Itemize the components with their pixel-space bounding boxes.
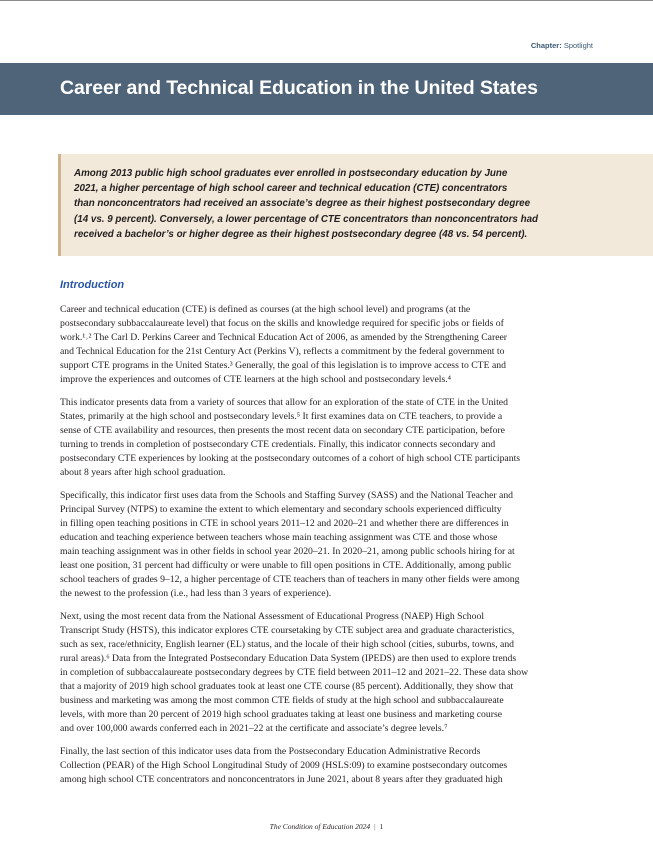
page-number: 1 — [379, 822, 384, 831]
text-line: and Technical Education for the 21st Century Act (Perkins V), reflects a commitment by the federal government to — [60, 345, 505, 357]
page-title: Career and Technical Education in the United States — [60, 77, 538, 99]
text-line: postsecondary CTE experiences by looking at the postsecondary outcomes of a cohort of high school CTE participants — [60, 452, 521, 464]
callout-line: 2021, a higher percentage of high school career and technical education (CTE) concentrators — [74, 183, 508, 195]
text-line: least one position, 31 percent had difficulty or were unable to fill open positions in CTE. Additionally, among public — [60, 559, 512, 571]
chapter-label — [531, 41, 593, 50]
text-line: in completion of subbaccalaureate postsecondary degrees by CTE field between 2011–12 and 2021–22. These data show — [60, 666, 529, 678]
highlight-callout — [58, 154, 653, 256]
paragraph-outcomes — [60, 745, 596, 787]
text-line: Transcript Study (HSTS), this indicator explores CTE coursetaking by CTE subject area and graduate characteristics, — [60, 624, 515, 636]
title-banner — [0, 63, 653, 115]
text-line: Specifically, this indicator first uses data from the Schools and Staffing Survey (SASS) and the National Teacher and — [60, 490, 514, 501]
text-line: This indicator presents data from a variety of sources that allow for an exploration of the state of CTE in the United — [60, 397, 508, 408]
paragraph-teachers — [60, 489, 596, 601]
text-line: Principal Survey (NTPS) to examine the extent to which elementary and secondary schools experienced difficulty — [60, 503, 502, 515]
text-line: work.¹˒² The Carl D. Perkins Career and Technical Education Act of 2006, as amended by the Strengthening Career — [60, 331, 508, 343]
text-line: that a majority of 2019 high school graduates took at least one CTE course (85 percent). Additionally, they show that — [60, 680, 514, 692]
text-line: education and teaching experience between teachers whose main teaching assignment was CTE and those whose — [60, 531, 498, 543]
text-line: and over 100,000 awards conferred each in 2021–22 at the certificate and associate’s degree levels.⁷ — [60, 722, 448, 734]
paragraph-overview — [60, 396, 596, 480]
text-line: in filling open teaching positions in CTE in school years 2011–12 and 2020–21 and whether there are differences in — [60, 517, 509, 529]
callout-line: than nonconcentrators had received an associate’s degree as their highest postsecondary degree — [74, 198, 531, 210]
paragraph-coursetaking — [60, 610, 596, 736]
text-line: Next, using the most recent data from the National Assessment of Educational Progress (NAEP) High School — [60, 611, 485, 622]
text-line: Career and technical education (CTE) is defined as courses (at the high school level) and programs (at the — [60, 304, 471, 315]
text-line: turning to trends in completion of postsecondary CTE credentials. Finally, this indicator connects secondary and — [60, 438, 496, 450]
text-line: among high school CTE concentrators and nonconcentrators in June 2021, about 8 years after they graduated high — [60, 773, 503, 785]
text-line: Collection (PEAR) of the High School Longitudinal Study of 2009 (HSLS:09) to examine postsecondary outcomes — [60, 759, 508, 771]
section-heading: Introduction — [60, 279, 125, 291]
text-line: rural areas).⁶ Data from the Integrated Postsecondary Education Data System (IPEDS) are then used to explore trends — [60, 652, 517, 664]
top-rule — [0, 0, 653, 1]
paragraph-definition — [60, 303, 596, 387]
text-line: business and marketing was among the most common CTE fields of study at the high school and subbaccalaureate — [60, 694, 504, 706]
callout-text — [74, 166, 614, 242]
text-line: sense of CTE availability and resources, then presents the most recent data on secondary CTE participation, before — [60, 424, 505, 436]
chapter-label-key: Chapter: — [530, 41, 562, 50]
text-line: school teachers of grades 9–12, a higher percentage of CTE teachers than of teachers in many other fields were among — [60, 573, 520, 585]
text-line: States, primarily at the high school and postsecondary levels.⁵ It first examines data on CTE teachers, to provide a — [60, 410, 503, 422]
text-line: support CTE programs in the United States.³ Generally, the goal of this legislation is to improve access to CTE and — [60, 359, 506, 371]
text-line: levels, with more than 20 percent of 2019 high school graduates taking at least one business and marketing course — [60, 708, 503, 720]
text-line: main teaching assignment was in other fields in school year 2020–21. In 2020–21, among public schools hiring for at — [60, 545, 515, 557]
text-line: about 8 years after high school graduation. — [60, 466, 226, 478]
text-line: improve the experiences and outcomes of CTE learners at the high school and postsecondary levels.⁴ — [60, 373, 452, 385]
callout-line: Among 2013 public high school graduates ever enrolled in postsecondary education by June — [74, 168, 508, 179]
callout-line: (14 vs. 9 percent). Conversely, a lower percentage of CTE concentrators than nonconcentrators had — [74, 213, 539, 225]
chapter-label-value: Spotlight — [563, 41, 593, 50]
text-line: the newest to the profession (i.e., had less than 3 years of experience). — [60, 587, 332, 599]
text-line: Finally, the last section of this indicator uses data from the Postsecondary Education Administrative Records — [60, 746, 481, 757]
text-line: such as sex, race/ethnicity, English learner (EL) status, and the locale of their high school (cities, suburbs, towns, and — [60, 638, 515, 650]
publication-title: The Condition of Education 2024 — [269, 822, 371, 831]
page-footer — [0, 822, 653, 831]
text-line: postsecondary subbaccalaureate level) that focus on the skills and knowledge required for specific jobs or fields of — [60, 317, 504, 329]
footer-separator: | — [374, 822, 376, 831]
callout-line: received a bachelor’s or higher degree as their highest postsecondary degree (48 vs. 54 percent). — [74, 228, 528, 240]
